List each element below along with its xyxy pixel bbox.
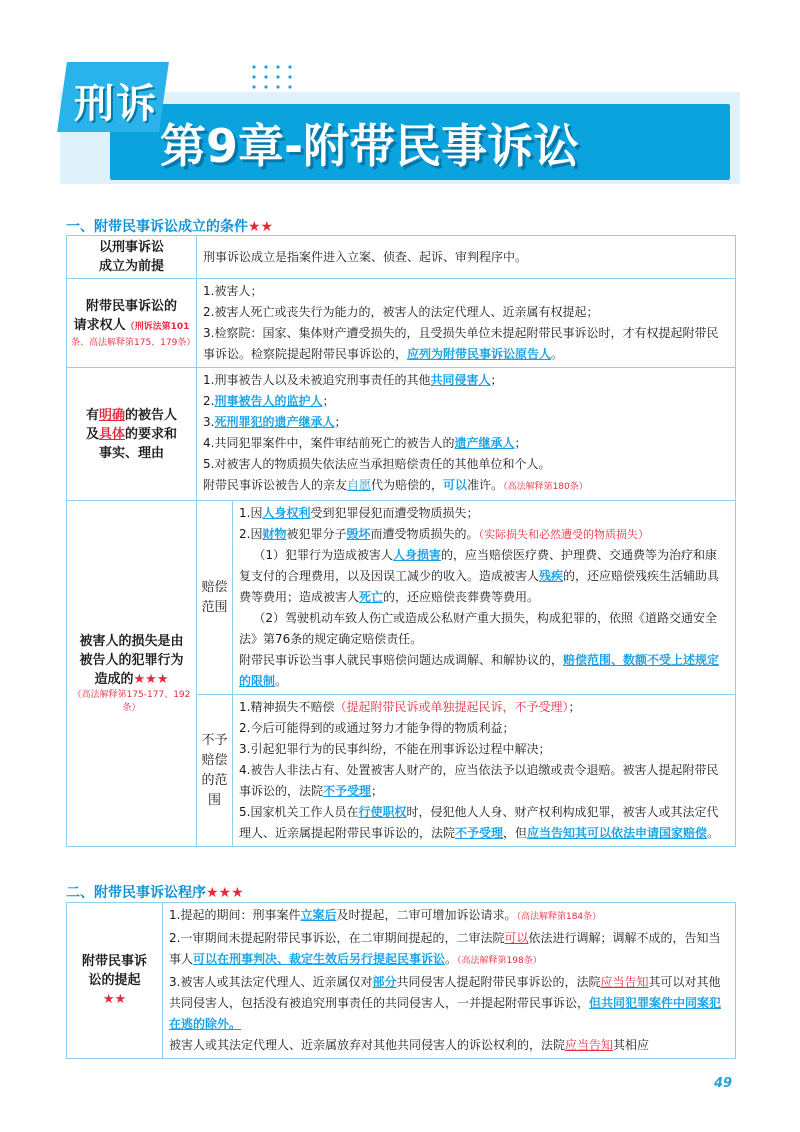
label-text: 的被告人 [125,407,178,423]
row-content-scope [233,501,736,695]
label-highlight: 明确 [98,407,125,423]
section-heading-1: 一、附带民事诉讼成立的条件★★ [66,219,274,235]
text-span: 3.检察院：国家、集体财产遭受损失的，且受损失单位未提起附带民事诉讼时，才有权提起附带民事诉讼。检察院提起附带民事诉讼的， [203,326,719,361]
text-line [203,433,729,454]
text-span: 准许。 [467,478,504,492]
text-span: 其相应 [613,1038,650,1052]
row-label-premise [67,236,197,279]
text-line [203,323,729,365]
text-span: 受到犯罪侵犯而遭受物质损失； [310,506,479,520]
row-label-filing [67,903,163,1059]
section-heading-2: 二、附带民事诉讼程序★★★ [66,885,244,901]
text-line [239,524,729,545]
highlight-text: 共同侵害人 [430,373,491,387]
highlight-text: 应当告知其可以依法申请国家赔偿 [527,826,708,840]
text-span: 4.被告人非法占有、处置被害人财产的，应当依法予以追缴或责令退赔。被害人提起附带民事诉讼的，法院 [239,763,719,798]
row-content-claimant [197,279,736,368]
text-span: ； [490,373,503,387]
text-line [169,1035,729,1056]
page-number: 49 [714,1076,733,1091]
label-line [71,425,192,444]
label-text: 造成的 [94,672,134,687]
text-span: 1.刑事被告人以及未被追究刑事责任的其他 [203,373,431,387]
text-span: 。 [551,347,564,361]
text-span: 4.共同犯罪案件中，案件审结前死亡的被告人的 [203,436,455,450]
label-line [71,406,192,425]
text-line [203,370,729,391]
text-span: 2.因 [239,527,263,541]
row-label-loss [67,501,197,847]
highlight-text: 残疾 [539,569,564,583]
subject-tag: 刑诉 [74,81,158,127]
label-text: 及 [85,426,99,442]
highlight-text: 可以 [504,931,529,945]
text-span: 代为赔偿的， [371,478,444,492]
decorative-dots [248,62,300,92]
text-line: 2.今后可能得到的或通过努力才能争得的物质利益； [239,721,515,735]
text-line: （2）驾驶机动车致人伤亡或造成公私财产重大损失，构成犯罪的，依照《道路交通安全法》第76条的规定确定赔偿责任。 [239,611,718,646]
table-row [67,236,736,279]
text-line: 2.被害人死亡或丧失行为能力的，被害人的法定代理人、近亲属有权提起； [203,305,599,319]
sub-label-not-covered: 不予赔偿的范围 [197,695,233,847]
text-span: 被害人或其法定代理人、近亲属放弃对其他共同侵害人的诉讼权利的，法院 [169,1038,566,1052]
text-span: 依法进行调解；调解不成的，告知当事人 [169,931,721,966]
text-span: 被犯罪分子 [286,527,347,541]
text-span: 附带民事诉讼被告人的亲友 [203,478,348,492]
text-span: 及时提起，二审可增加诉讼请求。 [336,908,517,922]
highlight-text: 可以在刑事判决、裁定生效后另行提起民事诉讼 [193,952,446,966]
law-ref: （高法解释第184条） [516,912,602,922]
text-span: 2. [203,394,215,408]
table-row [67,279,736,368]
row-content-premise: 刑事诉讼成立是指案件进入立案、侦查、起诉、审判程序中。 [197,236,736,279]
text-span: 其可以对其他共同侵害人，包括没有被追究刑事责任的共同侵害人，一并提起附带民事诉讼， [169,975,721,1010]
note-text: （提起附带民诉或单独提起民诉，不予受理） [334,700,569,714]
label-text: 有 [85,407,99,423]
text-span: 共同侵害人提起附带民事诉讼的，法院 [396,975,601,989]
text-span: 2.一审期间未提起附带民事诉讼，在二审期间提起的，二审法院 [169,931,505,945]
highlight-text: 行使职权 [358,805,407,819]
text-span: 3.被害人或其法定代理人、近亲属仅对 [169,975,373,989]
label-line: 以刑事诉讼 [98,240,164,255]
text-line [239,545,729,608]
text-line [239,503,729,524]
highlight-text: 赔偿范围、数额不受上述规定的限制 [239,653,720,688]
label-line: 事实、理由 [98,445,164,461]
label-text: 请求权人 [73,317,126,333]
procedure-table [66,902,736,1059]
law-ref: （高法解释第198条） [457,956,542,966]
label-line: 讼的提起 [88,973,141,988]
text-span: 。 [445,952,458,966]
sub-label-scope: 赔偿范围 [197,501,233,695]
label-line: 附带民事诉讼的 [85,298,177,314]
text-span: ； [322,394,335,408]
highlight-text: 财物 [262,527,287,541]
label-line: 被害人的损失是由 [79,634,184,649]
text-span: （1）犯罪行为造成被害人 [253,548,394,562]
row-content-filing [163,903,736,1059]
highlight-text: 立案后 [300,908,337,922]
table-row [67,903,736,1059]
chapter-title: 第9章-附带民事诉讼 [160,119,580,173]
importance-stars: ★★★ [133,672,169,687]
text-span: 3. [203,415,215,429]
highlight-text: 但共同犯罪案件中同案犯在逃的除外。 [169,996,722,1031]
text-line: 3.引起犯罪行为的民事纠纷，不能在刑事诉讼过程中解决； [239,742,551,756]
text-line [203,412,729,433]
text-line: 5.对被害人的物质损失依法应当承担赔偿责任的其他单位和个人。 [203,457,551,471]
highlight-text: 应列为附带民事诉讼原告人 [407,347,552,361]
highlight-text: 不予受理 [323,784,372,798]
text-span: 。 [707,826,720,840]
highlight-text: 可以 [443,478,468,492]
text-line [239,760,729,802]
row-content-not-covered [233,695,736,847]
law-ref: 条、高法解释第175、179条） [71,337,196,348]
highlight-text: 自愿 [347,478,372,492]
text-span: 的，应当赔偿医疗费、护理费、交通费等为治疗和康复支付的合理费用，以及因误工减少的收入。造成被害人 [239,548,718,583]
law-ref: （高法解释第180条） [503,482,588,492]
text-span: 1.精神损失不赔偿 [239,700,335,714]
highlight-text: 应当告知 [565,1038,614,1052]
table-row [67,501,736,695]
text-span: 1.提起的期间：刑事案件 [169,908,301,922]
law-ref: （高法解释第175-177、192条） [72,690,191,713]
text-line [169,905,729,928]
label-line: 被告人的犯罪行为 [79,653,184,668]
label-line [71,316,192,337]
row-label-claimant [67,279,197,368]
text-line [169,972,729,1035]
text-line: 1.被害人； [203,284,263,298]
text-span: 的，还应赔偿丧葬费等费用。 [383,590,540,604]
text-line [239,697,729,718]
text-line [239,650,729,692]
highlight-text: 刑事被告人的监护人 [214,394,323,408]
text-line [169,928,729,972]
conditions-table [66,235,736,847]
highlight-text: 应当告知 [600,975,649,989]
row-label-defendant [67,368,197,501]
label-line: 成立为前提 [98,259,164,274]
note-text: （实际损失和必然遭受的物质损失） [478,528,650,541]
text-line [239,802,729,844]
text-span: ； [514,436,527,450]
text-line [203,475,729,498]
highlight-text: 人身损害 [393,548,442,562]
text-span: ； [334,415,347,429]
highlight-text: 部分 [372,975,397,989]
highlight-text: 遗产继承人 [454,436,515,450]
text-span: ； [568,700,581,714]
highlight-text: 人身权利 [262,506,311,520]
text-span: 附带民事诉讼当事人就民事赔偿问题达成调解、和解协议的， [239,653,564,667]
highlight-text: 毁坏 [346,527,371,541]
label-text: 的要求和 [125,426,178,442]
text-span: ； [371,784,384,798]
text-span: 。 [275,674,288,688]
row-content-defendant [197,368,736,501]
highlight-text: 死刑罪犯的遗产继承人 [214,415,335,429]
label-line: 附带民事诉 [81,954,147,969]
text-span: 时，侵犯他人人身、财产权利构成犯罪，被害人或其法定代理人、近亲属提起附带民事诉讼的，法院 [239,805,719,840]
label-highlight: 具体 [98,426,125,442]
text-span: 而遭受物质损失的。 [370,527,479,541]
text-line [203,391,729,412]
highlight-text: 不予受理 [455,826,504,840]
label-line [71,670,192,689]
importance-stars: ★★ [102,992,127,1007]
law-ref: （刑诉法第101 [125,321,190,332]
text-span: 5.国家机关工作人员在 [239,805,359,819]
highlight-text: 死亡 [359,590,384,604]
table-row [67,368,736,501]
text-span: 1.因 [239,506,263,520]
text-span: 的，还应赔偿残疾生活辅助具费等费用；造成被害人 [239,569,720,604]
text-span: ，但 [503,826,528,840]
